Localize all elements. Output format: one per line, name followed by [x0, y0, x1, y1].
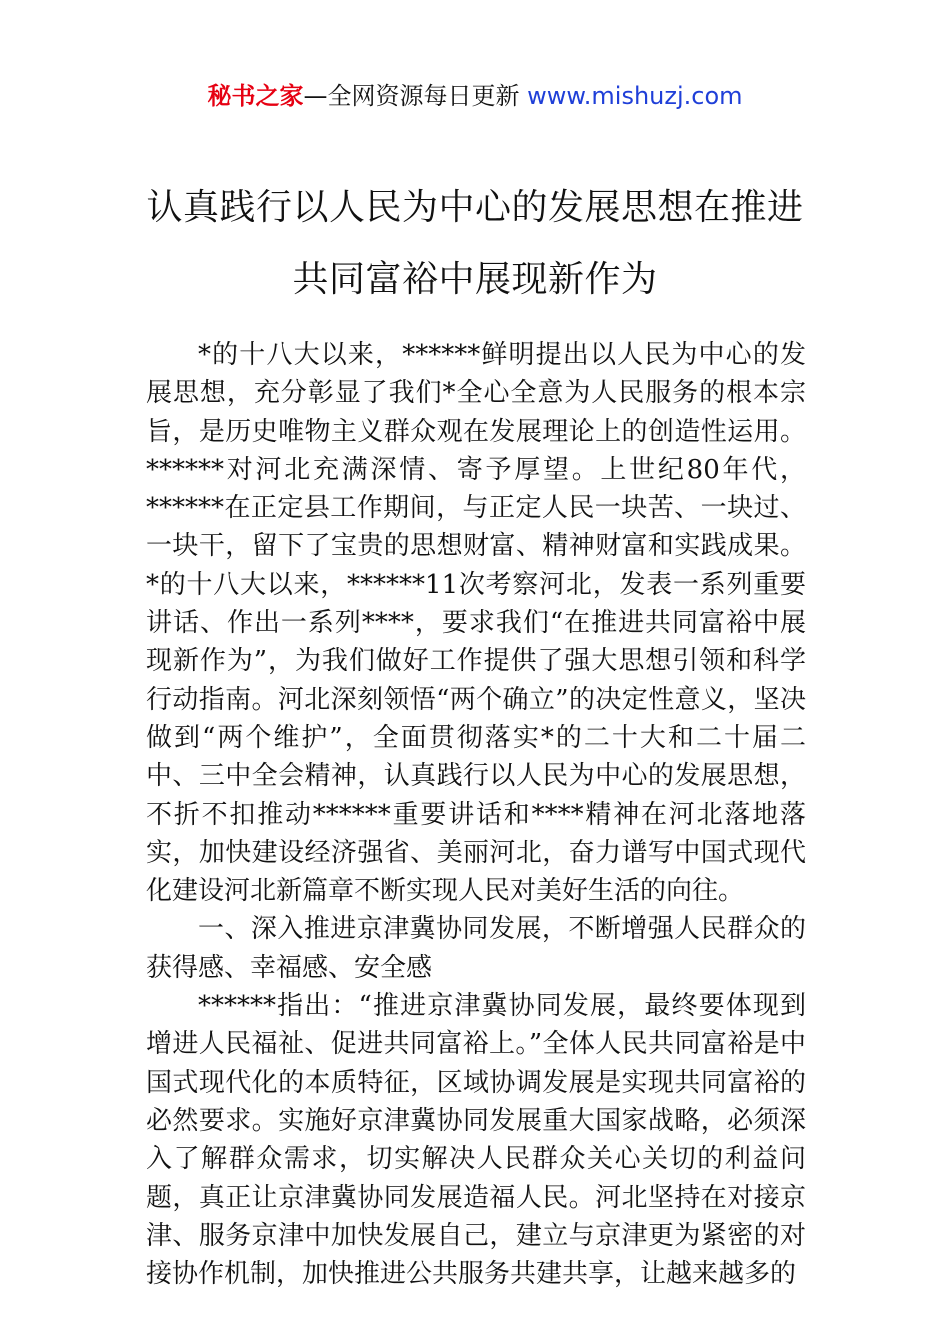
paragraph-intro: *的十八大以来，******鲜明提出以人民为中心的发展思想，充分彰显了我们*全心全意为人民服务的根本宗旨，是历史唯物主义群众观在发展理论上的创造性运用。******对河北充满深情、寄予厚望。上世纪80年代，******在正定县工作期间，与正定人民一块苦、一块过、一块干，留下了宝贵的思想财富、精神财富和实践成果。*的十八大以来，******11次考察河北，发表一系列重要讲话、作出一系列****，要求我们“在推进共同富裕中展现新作为”，为我们做好工作提供了强大思想引领和科学行动指南。河北深刻领悟“两个确立”的决定性意义，坚决做到“两个维护”，全面贯彻落实*的二十大和二十届二中、三中全会精神，认真践行以人民为中心的发展思想，不折不扣推动******重要讲话和****精神在河北落地落实，加快建设经济强省、美丽河北，奋力谱写中国式现代化建设河北新篇章不断实现人民对美好生活的向往。	[146, 340, 806, 907]
title-line-1: 认真践行以人民为中心的发展思想在推进	[146, 187, 804, 228]
section-heading-1: 一、深入推进京津冀协同发展，不断增强人民群众的获得感、幸福感、安全感	[146, 914, 806, 983]
document-body	[146, 336, 806, 1293]
document-title	[60, 172, 890, 316]
site-url[interactable]: www.mishuzj.com	[527, 82, 743, 110]
site-tagline: —全网资源每日更新	[303, 82, 528, 110]
title-line-2: 共同富裕中展现新作为	[292, 259, 658, 300]
site-header	[0, 78, 950, 114]
paragraph-section-1: ******指出：“推进京津冀协同发展，最终要体现到增进人民福祉、促进共同富裕上。”全体人民共同富裕是中国式现代化的本质特征，区域协调发展是实现共同富裕的必然要求。实施好京津冀协同发展重大国家战略，必须深入了解群众需求，切实解决人民群众关心关切的利益问题，真正让京津冀协同发展造福人民。河北坚持在对接京津、服务京津中加快发展自己，建立与京津更为紧密的对接协作机制，加快推进公共服务共建共享，让越来越多的	[146, 991, 806, 1290]
site-brand: 秘书之家	[207, 82, 304, 110]
